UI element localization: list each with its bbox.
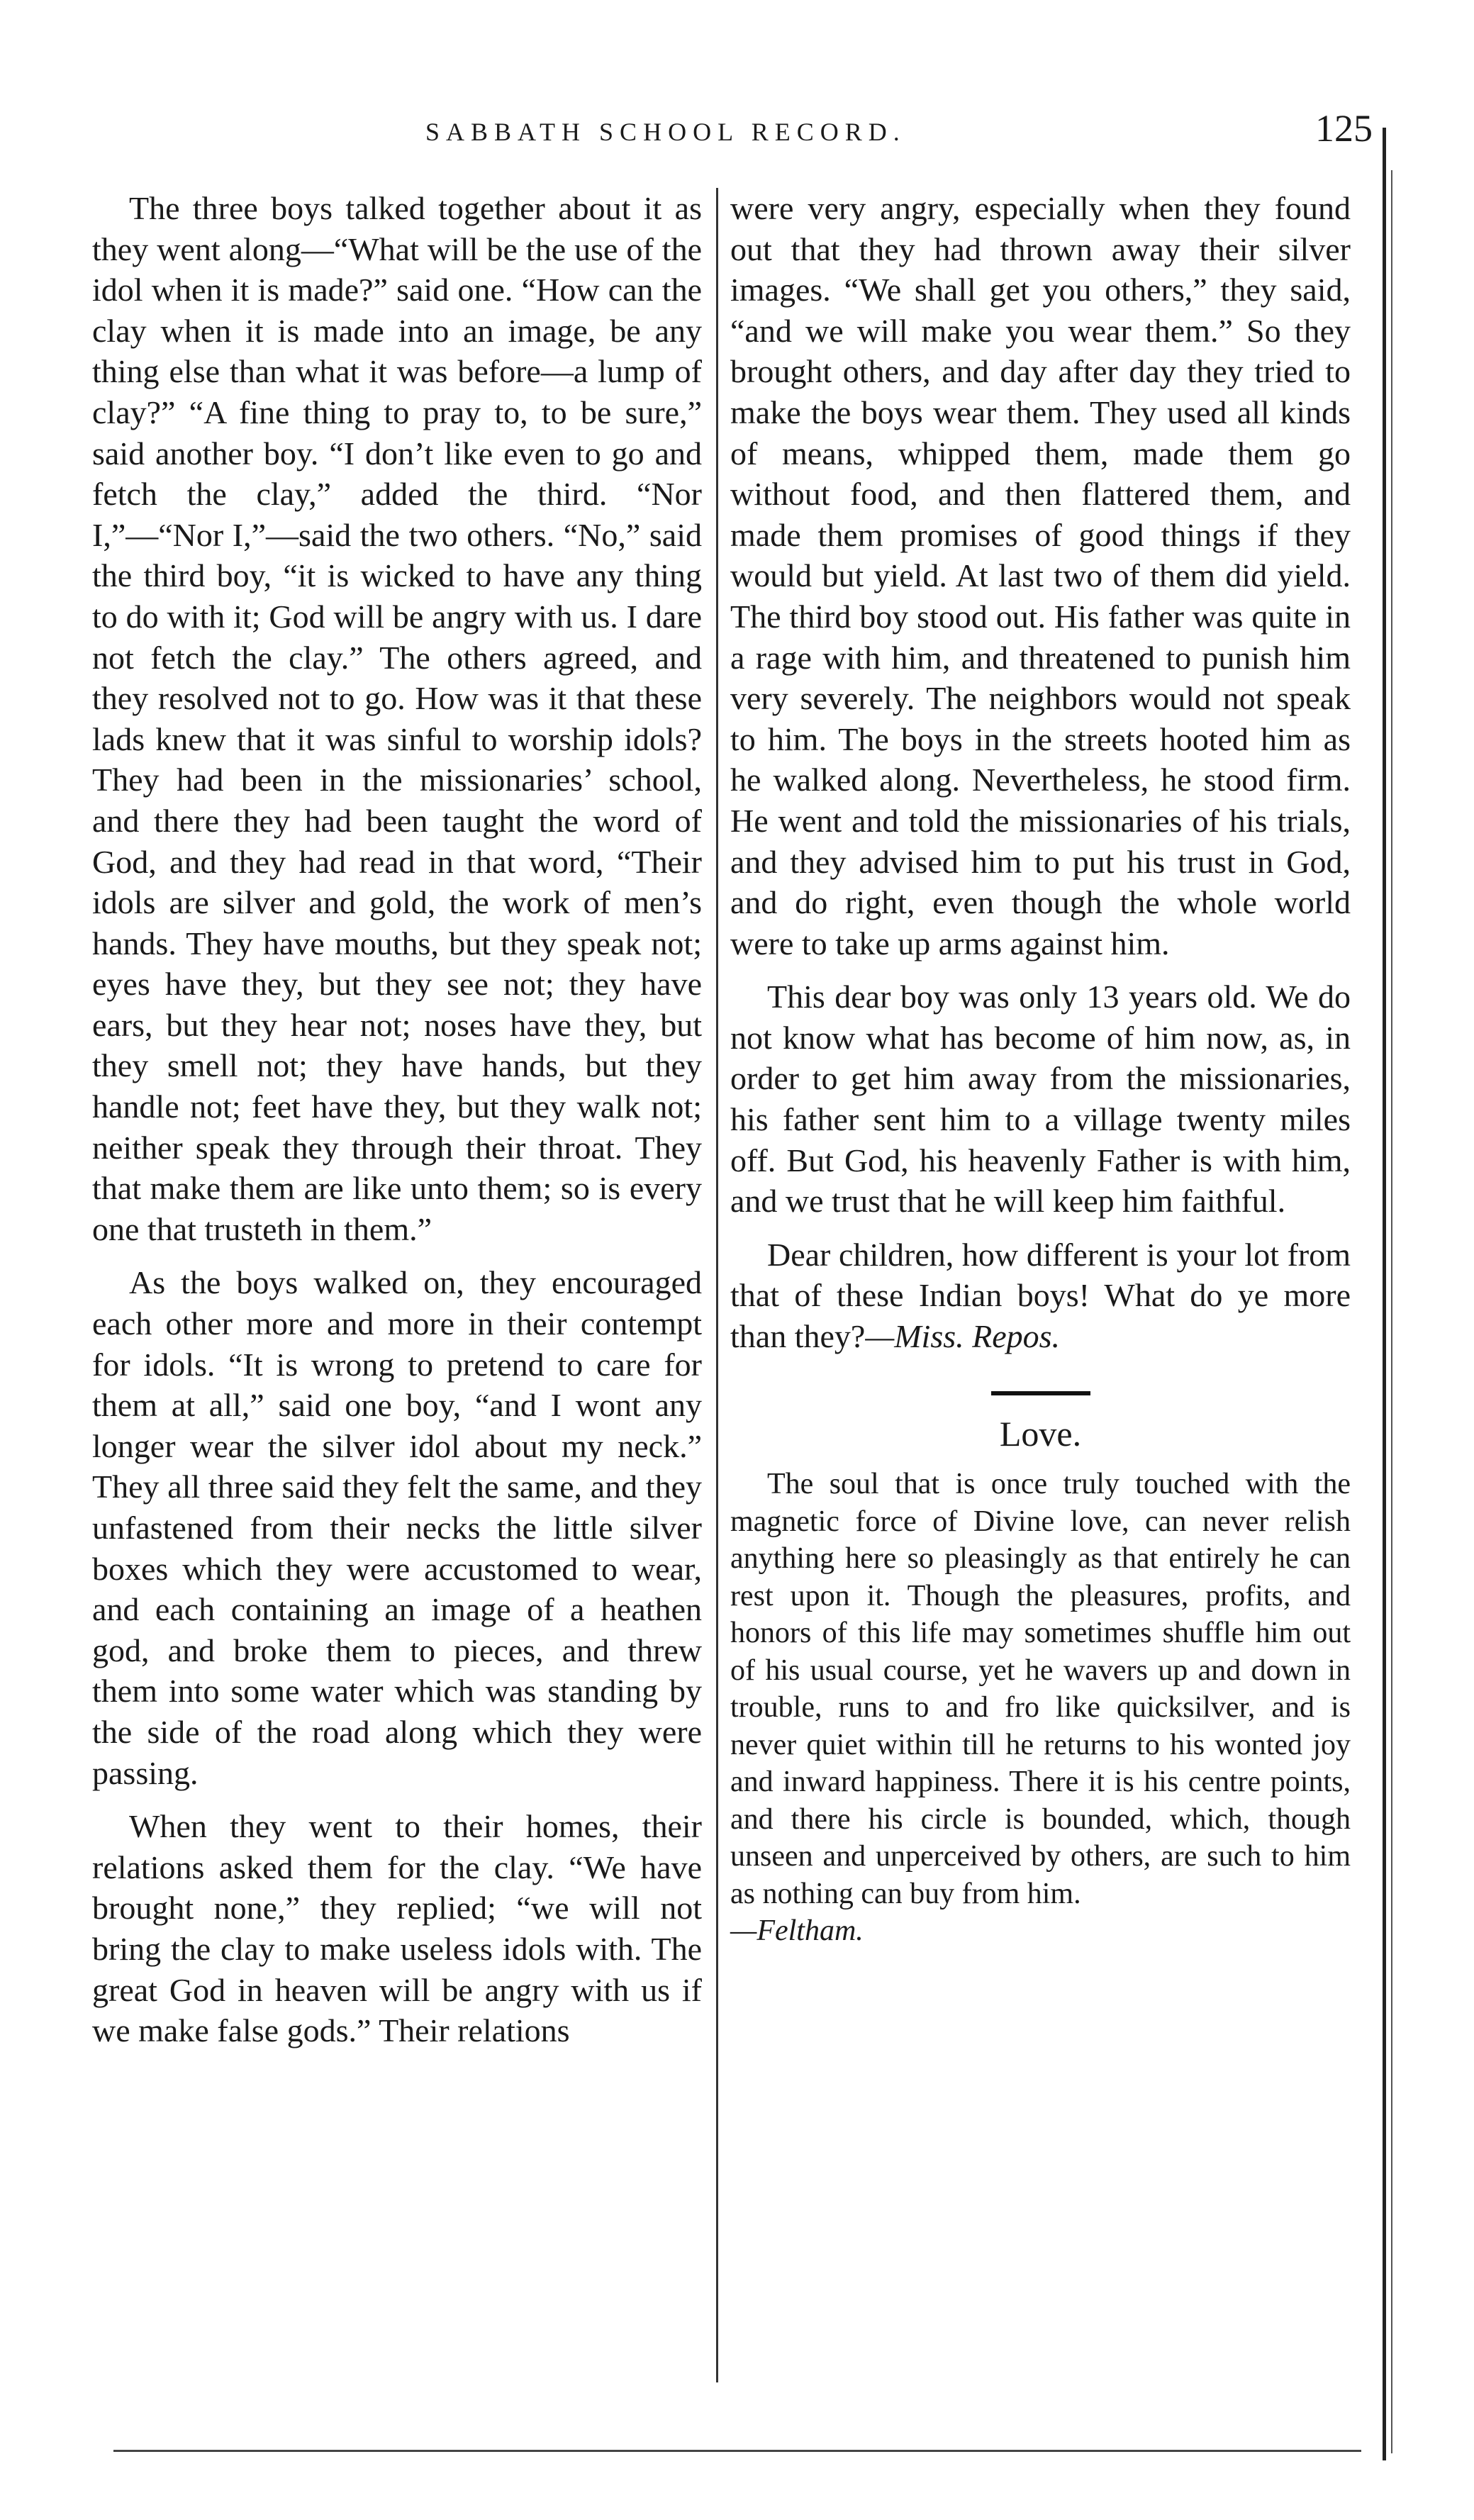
page-number: 125 — [1315, 107, 1373, 150]
bottom-rule — [113, 2450, 1361, 2452]
love-section — [730, 1414, 1351, 1950]
left-column — [92, 188, 702, 2064]
love-body: The soul that is once truly touched with the magnetic force of Divine love, can never relish anything here so pleasingly as that entirely he can rest upon it. Though the pleasures, profits, and honors of this life may sometimes shuffle him out of his usual course, yet he wavers up and down in trouble, runs to and fro like quicksilver, and is never quiet within till he returns to his wonted joy and inward happiness. There it is his centre points, and there his circle is bounded, which, though unseen and unperceived by others, are such to him as nothing can buy from him. — [730, 1468, 1351, 1910]
left-paragraph-2: As the boys walked on, they encouraged each other more and more in their contempt for idols. “It is wrong to pretend to care for them at all,” said one boy, “and I wont any longer wear the silver idol about my neck.” They all three said they felt the same, and they unfastened from their necks the little silver boxes which they were accustomed to wear, and each containing an image of a heathen god, and broke them to pieces, and threw them into some water which was standing by the side of the road along which they were passing. — [92, 1264, 702, 1791]
section-separator — [991, 1391, 1090, 1395]
love-text — [730, 1466, 1351, 1950]
left-paragraph-1: The three boys talked together about it as they went along—“What will be the use of the idol when it is made?” said one. “How can the clay when it is made into an image, be any thing else than what it was before—a lump of clay?” “A fine thing to pray to, to be sure,” said another boy. “I don’t like even to go and fetch the clay,” added the third. “Nor I,”—“Nor I,”—said the two others. “No,” said the third boy, “it is wicked to have any thing to do with it; God will be angry with us. I dare not fetch the clay.” The others agreed, and they resolved not to go. How was it that these lads knew that it was sinful to worship idols? They had been in the missionaries’ school, and there they had been taught the word of God, and they had read in that word, “Their idols are silver and gold, the work of men’s hands. They have mouths, but they speak not; eyes have they, but they see not; they have ears, but they hear not; noses have they, but they smell not; they have hands, but they handle not; feet have they, but they walk not; neither speak they through their throat. They that make them are like unto them; so is every one that trusteth in them.” — [92, 190, 702, 1247]
page-edge-rule-inner — [1391, 170, 1392, 2453]
page-edge-rule — [1383, 128, 1386, 2460]
closing-question: Dear children, how different is your lot from that of these Indian boys! What do ye more than they? — [730, 1236, 1351, 1355]
right-paragraph-2: This dear boy was only 13 years old. We do not know what has become of him now, as, in order to get him away from the missionaries, his father sent him to a village twenty miles off. But God, his heavenly Father is with him, and we trust that he will keep him faithful. — [730, 979, 1351, 1220]
left-paragraph-3: When they went to their homes, their relations asked them for the clay. “We have brought none,” they replied; “we will not bring the clay to make useless idols with. The great God in heaven will be angry with us if we make false gods.” Their relations — [92, 1808, 702, 2049]
love-attribution: —Feltham. — [730, 1914, 864, 1948]
article-signature: —Miss. Repos. — [865, 1318, 1061, 1355]
right-column — [730, 188, 1351, 1963]
running-head: SABBATH SCHOOL RECORD. — [425, 118, 906, 146]
right-paragraph-3 — [730, 1234, 1351, 1357]
love-title: Love. — [999, 1413, 1082, 1454]
column-divider — [716, 188, 718, 2382]
right-paragraph-1: were very angry, especially when they found out that they had thrown away their silver images. “We shall get you others,” they said, “and we will make you wear them.” So they brought others, and day after day they tried to make the boys wear them. They used all kinds of means, whipped them, made them go without food, and then flattered them, and made them promises of good things if they would but yield. At last two of them did yield. The third boy stood out. His father was quite in a rage with him, and threatened to punish him very severely. The neighbors would not speak to him. The boys in the streets hooted him as he walked along. Nevertheless, he stood firm. He went and told the missionaries of his trials, and they advised him to put his trust in God, and do right, even though the whole world were to take up arms against him. — [730, 190, 1351, 961]
